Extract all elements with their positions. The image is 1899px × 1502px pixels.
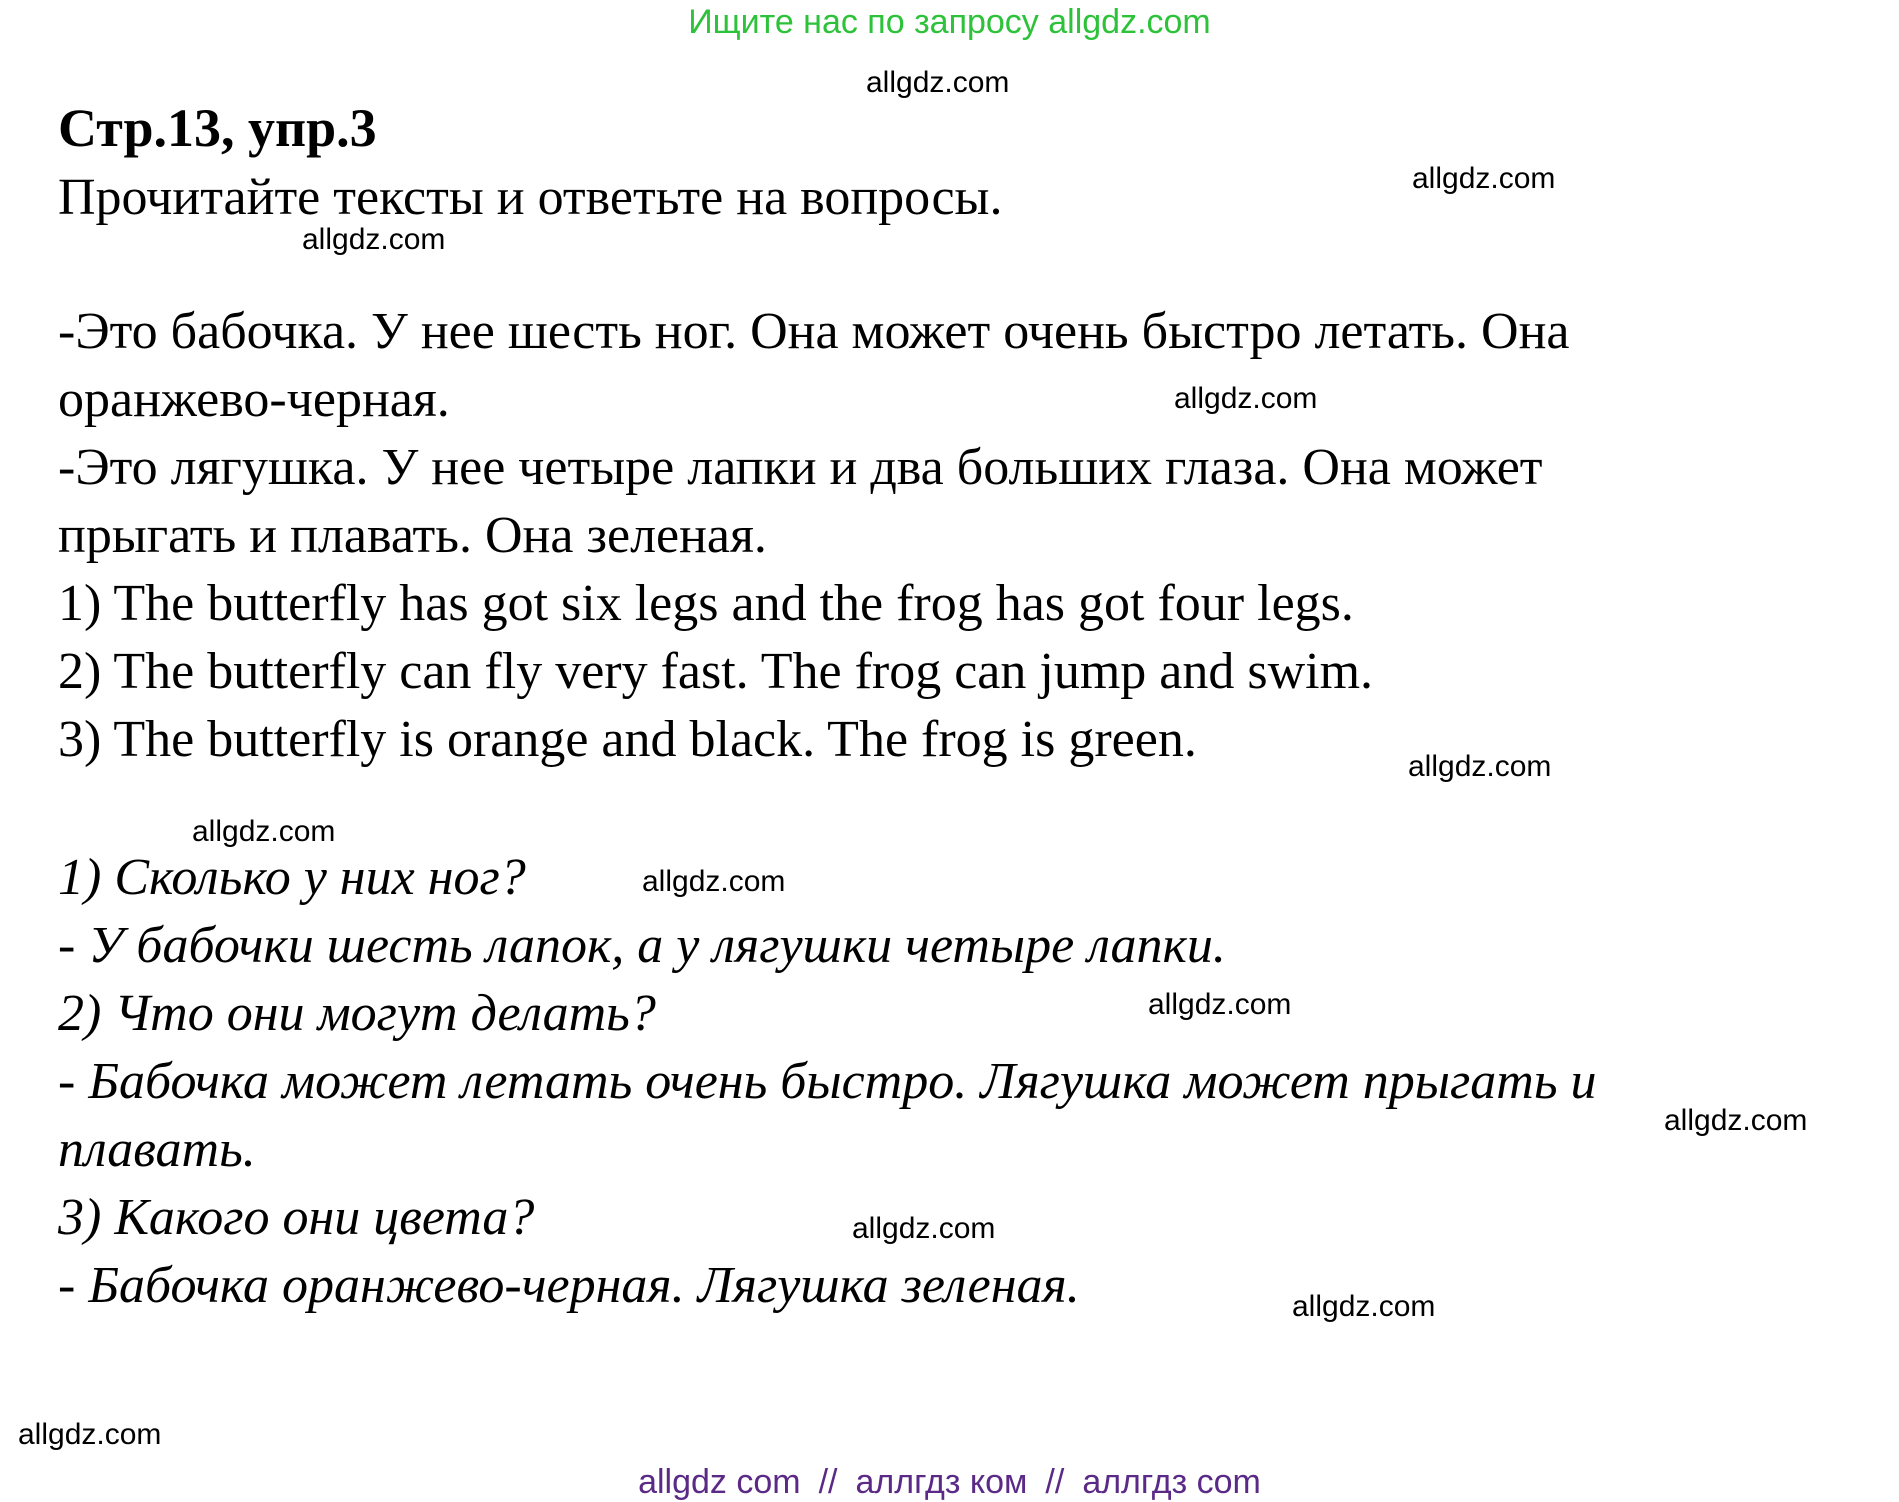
watermark: allgdz.com: [302, 223, 446, 256]
watermark: allgdz.com: [192, 815, 336, 848]
watermark: allgdz.com: [852, 1212, 996, 1245]
watermark: allgdz.com: [1408, 750, 1552, 783]
watermark: allgdz.com: [1292, 1290, 1436, 1323]
watermark: allgdz.com: [1664, 1104, 1808, 1137]
question-line: 3) Какого они цвета?: [58, 1189, 535, 1246]
answer-en-line: 3) The butterfly is orange and black. The frog is green.: [58, 711, 1197, 768]
answer-line: плавать.: [58, 1121, 256, 1178]
instruction: Прочитайте тексты и ответьте на вопросы.: [58, 169, 1003, 226]
watermark: allgdz.com: [1174, 382, 1318, 415]
question-line: 2) Что они могут делать?: [58, 985, 656, 1042]
answer-line: - Бабочка может летать очень быстро. Лягушка может прыгать и: [58, 1053, 1597, 1110]
exercise-title: Стр.13, упр.3: [58, 98, 377, 158]
watermark: allgdz.com: [1148, 988, 1292, 1021]
answer-en-line: 2) The butterfly can fly very fast. The frog can jump and swim.: [58, 643, 1374, 700]
answer-en-line: 1) The butterfly has got six legs and the frog has got four legs.: [58, 575, 1354, 632]
text-line: -Это бабочка. У нее шесть ног. Она может очень быстро летать. Она: [58, 303, 1570, 360]
bottom-links: [0, 1462, 1899, 1502]
text-line: оранжево-черная.: [58, 371, 450, 428]
answer-line: - У бабочки шесть лапок, а у лягушки четыре лапки.: [58, 917, 1226, 974]
watermark: allgdz.com: [1412, 162, 1556, 195]
answer-line: - Бабочка оранжево-черная. Лягушка зеленая.: [58, 1257, 1080, 1314]
link-allgdz-com[interactable]: allgdz com: [638, 1463, 801, 1501]
link-separator: //: [1045, 1463, 1065, 1501]
link-separator: //: [818, 1463, 838, 1501]
watermark: allgdz.com: [18, 1418, 162, 1451]
question-line: 1) Сколько у них ног?: [58, 849, 526, 906]
text-line: прыгать и плавать. Она зеленая.: [58, 507, 767, 564]
link-allgdz-kom-cyr[interactable]: аллгдз ком: [855, 1463, 1028, 1501]
watermark: allgdz.com: [866, 66, 1010, 99]
top-banner[interactable]: Ищите нас по запросу allgdz.com: [688, 3, 1211, 41]
link-allgdz-com-cyr[interactable]: аллгдз com: [1082, 1463, 1261, 1501]
watermark: allgdz.com: [642, 865, 786, 898]
text-line: -Это лягушка. У нее четыре лапки и два больших глаза. Она может: [58, 439, 1543, 496]
